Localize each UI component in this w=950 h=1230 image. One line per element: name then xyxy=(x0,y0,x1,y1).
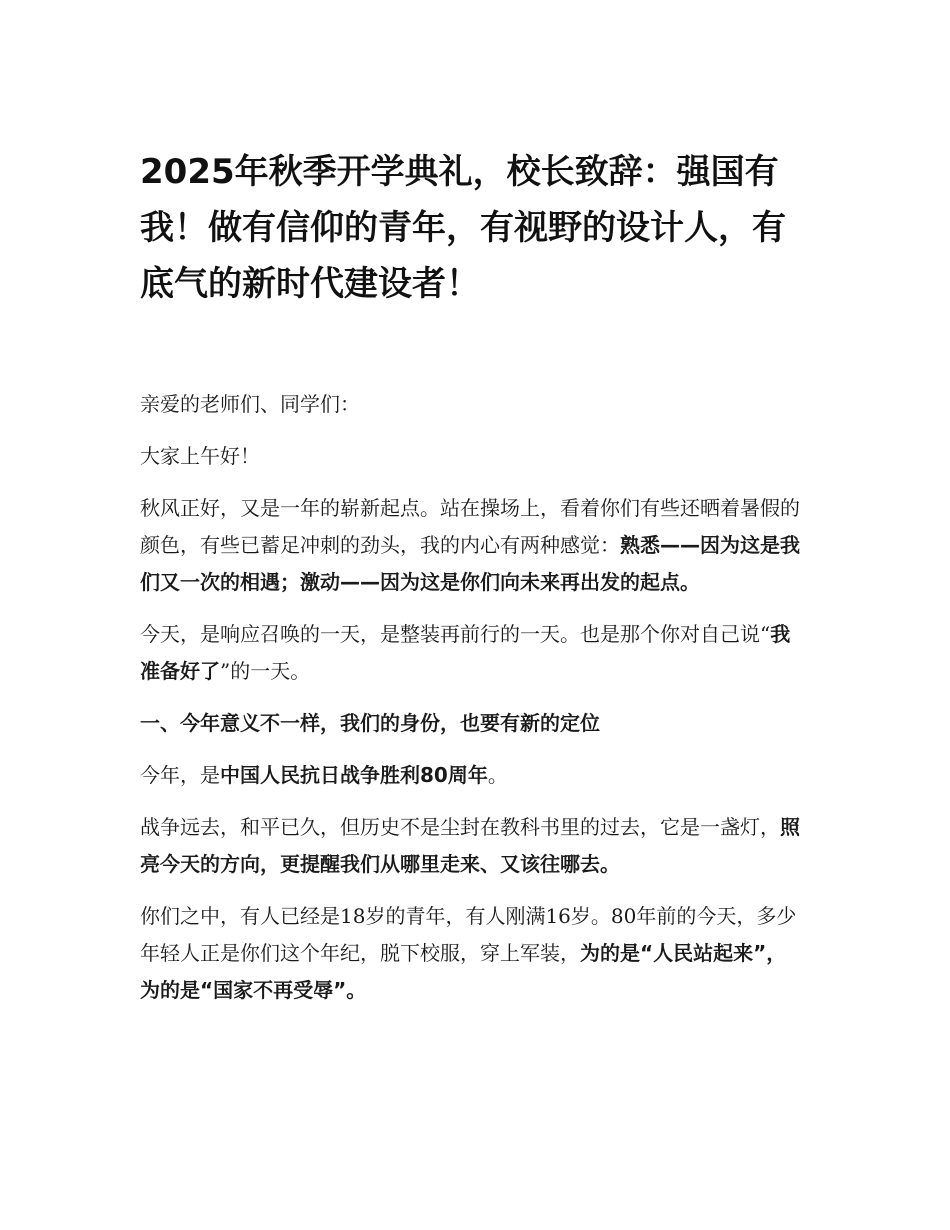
good-morning-paragraph: 大家上午好！ xyxy=(140,444,260,468)
document-title: 2025年秋季开学典礼，校长致辞：强国有我！做有信仰的青年，有视野的设计人，有底气的新时代建设者！ xyxy=(140,152,786,304)
youth-paragraph-text: 你们之中，有人已经是18岁的青年，有人刚满16岁。80年前的今天，多少年轻人正是你们这个年纪，脱下校服，穿上军装， xyxy=(140,904,797,965)
opening-paragraph xyxy=(140,490,800,601)
opening-paragraph-text: 秋风正好，又是一年的崭新起点。站在操场上，看着你们有些还晒着暑假的颜色，有些已蓄足冲刺的劲头，我的内心有两种感觉： xyxy=(140,496,800,557)
opening-paragraph-emphasis: 熟悉——因为这是我们又一次的相遇；激动——因为这是你们向未来再出发的起点。 xyxy=(140,533,800,594)
section-heading-1: 一、今年意义不一样，我们的身份，也要有新的定位 xyxy=(140,711,600,735)
anniversary-paragraph-text-end: 。 xyxy=(487,763,508,787)
youth-paragraph xyxy=(140,898,800,1009)
anniversary-paragraph xyxy=(140,757,800,794)
today-paragraph-text-end: ”的一天。 xyxy=(220,659,311,683)
today-paragraph-emphasis: 我准备好了 xyxy=(140,622,791,683)
today-paragraph xyxy=(140,616,800,690)
anniversary-paragraph-emphasis: 中国人民抗日战争胜利80周年 xyxy=(220,763,488,787)
anniversary-paragraph-text: 今年，是 xyxy=(140,763,220,787)
history-paragraph xyxy=(140,809,800,883)
greeting-paragraph: 亲爱的老师们、同学们： xyxy=(140,392,360,416)
history-paragraph-text: 战争远去，和平已久，但历史不是尘封在教科书里的过去，它是一盏灯， xyxy=(140,815,780,839)
history-paragraph-emphasis: 照亮今天的方向，更提醒我们从哪里走来、又该往哪去。 xyxy=(140,815,800,876)
youth-paragraph-emphasis: 为的是“人民站起来”，为的是“国家不再受辱”。 xyxy=(140,941,787,1002)
today-paragraph-text: 今天，是响应召唤的一天，是整装再前行的一天。也是那个你对自己说“ xyxy=(140,622,771,646)
document-body xyxy=(140,386,800,1024)
